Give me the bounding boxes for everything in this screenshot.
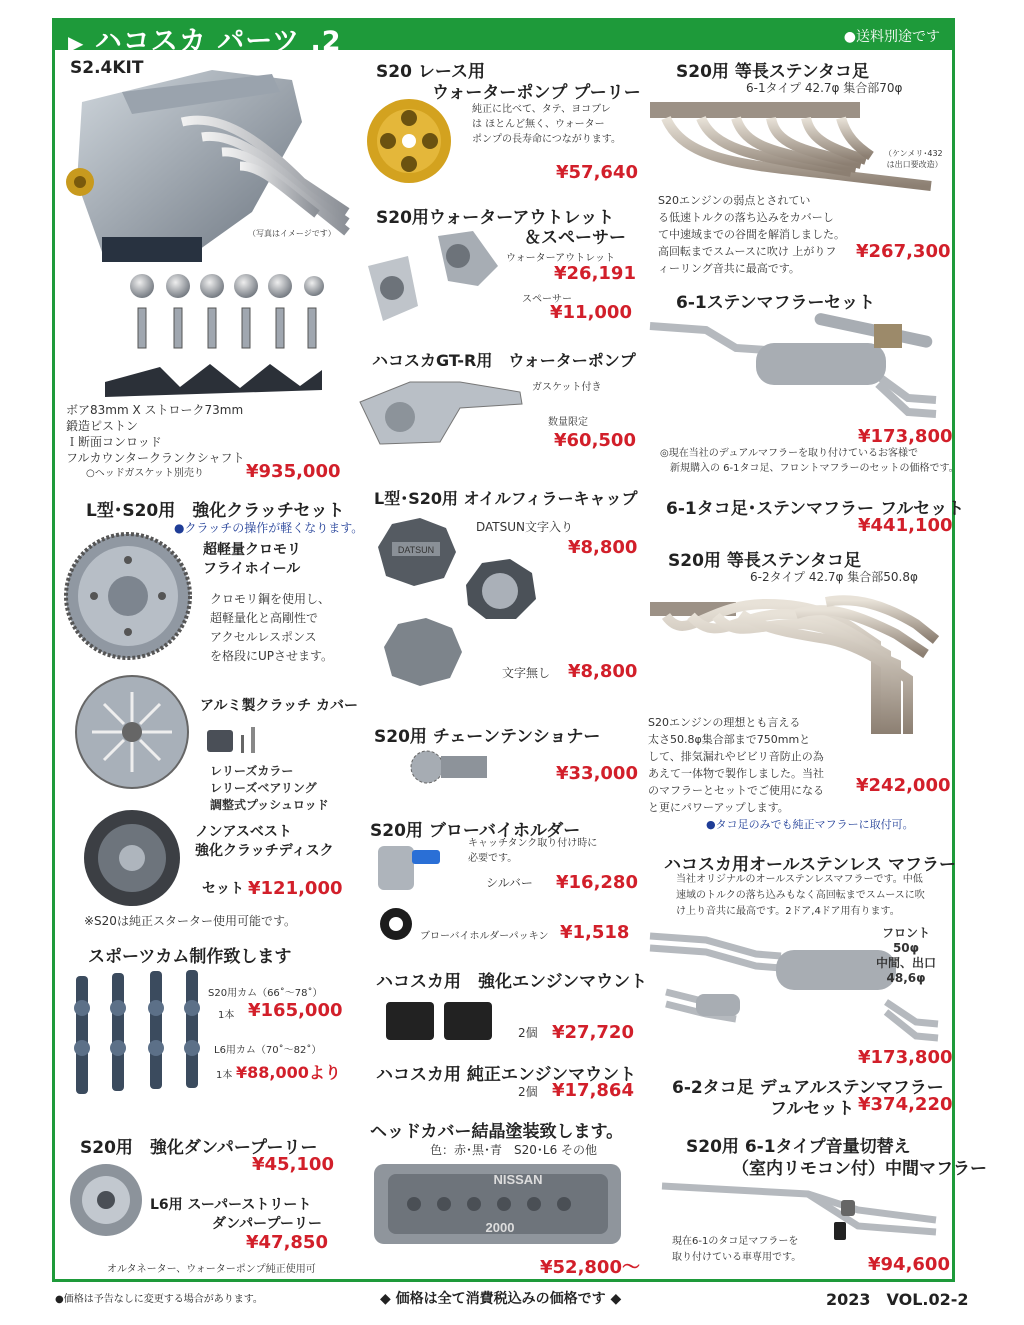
spacer-price: ¥11,000 xyxy=(550,302,632,323)
mount-title: ハコスカ用 強化エンジンマウント xyxy=(376,972,648,992)
muffler61-note xyxy=(660,446,959,476)
dim-line: フロント xyxy=(882,926,931,940)
note-line: 新規購入の 6-1タコ足、フロントマフラーのセットの価格です。 xyxy=(670,463,959,474)
desc-line: 太さ50.8φ集合部まで750mmと xyxy=(648,733,811,746)
blowby-holder-photo xyxy=(372,838,452,898)
blowby-title: S20用 ブローバイホルダー xyxy=(370,821,581,841)
blowby-packing-price: ¥1,518 xyxy=(560,922,630,943)
volume-desc xyxy=(672,1234,801,1266)
volume-title: S20用 6-1タイプ音量切替え xyxy=(686,1137,911,1157)
dualfull-subtitle: フルセット xyxy=(770,1099,855,1119)
part-line: レリーズベアリング xyxy=(210,781,317,795)
headcover-colors: 色：赤･黒･青 S20･L6 その他 xyxy=(430,1143,598,1157)
clutch-price: ¥121,000 xyxy=(248,878,343,899)
headcover-price: ¥52,800～ xyxy=(540,1257,640,1278)
shipping-note: ●送料別途です xyxy=(843,29,940,45)
cam-title: スポーツカム制作致します xyxy=(88,947,292,967)
pulley-title: S20 レース用 xyxy=(376,62,485,82)
mount-price: ¥27,720 xyxy=(552,1022,634,1043)
l6-damper-price: ¥47,850 xyxy=(246,1232,328,1253)
desc-line: 高回転までスムースに吹け 上がりフ xyxy=(658,245,837,258)
l6-cam-price: ¥88,000より xyxy=(236,1063,341,1082)
release-parts xyxy=(210,763,329,814)
outlet-price: ¥26,191 xyxy=(554,263,636,284)
head-cover-model: 2000 xyxy=(485,1220,515,1235)
spec-line: フルカウンタークランクシャフト xyxy=(66,451,245,465)
blowby-silver-price: ¥16,280 xyxy=(556,872,638,893)
engine-photo xyxy=(62,62,354,274)
s20-cam-price: ¥165,000 xyxy=(248,1000,343,1021)
tensioner-price: ¥33,000 xyxy=(556,763,638,784)
damper-title: S20用 強化ダンパープーリー xyxy=(80,1138,318,1158)
desc-line: る低速トルクの落ち込みをカバーし xyxy=(658,211,834,224)
header61-price: ¥267,300 xyxy=(856,241,951,262)
dim-line: 48,6φ xyxy=(886,971,926,985)
note-line: （ケンメリ･432 xyxy=(884,149,943,158)
wpump-gasket: ガスケット付き xyxy=(532,382,602,393)
desc-line: は ほとんど無く、ウォーター xyxy=(472,119,605,130)
muffler61-price: ¥173,800 xyxy=(858,426,953,447)
desc-line: 取り付けている車専用です。 xyxy=(672,1252,802,1263)
desc-line: 現在6-1のタコ足マフラーを xyxy=(672,1236,799,1247)
desc-line: あえて一体物で製作しました。当社 xyxy=(648,767,824,780)
l6-cam-label: L6用カム（70˚～82˚） xyxy=(214,1045,322,1056)
disc-line: 強化クラッチディスク xyxy=(195,843,334,859)
desc-line: キャッチタンク取り付け時に xyxy=(468,838,598,849)
camshafts-photo xyxy=(64,968,214,1098)
l6-cam-unit: 1本 xyxy=(216,1070,233,1081)
cap-underside-photo xyxy=(460,555,540,625)
photo-note: （写真はイメージです） xyxy=(248,229,336,238)
flywheel-title-line: フライホイール xyxy=(203,561,301,577)
header61-note xyxy=(884,148,943,170)
blowby-packing-label: ブローバイホルダーパッキン xyxy=(420,931,549,942)
header61-spec: 6-1タイプ 42.7φ 集合部70φ xyxy=(746,81,903,95)
damper-pulley-photo xyxy=(66,1160,146,1240)
clutch-disc-photo xyxy=(80,806,184,910)
s20-cam-label: S20用カム（66˚～78˚） xyxy=(208,988,323,999)
flywheel-photo xyxy=(62,530,194,662)
pulley-price: ¥57,640 xyxy=(556,162,638,183)
page-title xyxy=(68,19,342,58)
desc-line: け上り音共に最高です。2ドア,4ドア用有ります。 xyxy=(676,906,900,917)
desc-line: 速域のトルクの落ち込みもなく高回転までスムースに吹 xyxy=(676,890,925,901)
clutch-title: L型･S20用 強化クラッチセット xyxy=(86,501,345,521)
allstainless-price: ¥173,800 xyxy=(858,1047,953,1068)
blowby-silver-label: シルバー xyxy=(486,876,533,890)
fullset61-price: ¥441,100 xyxy=(858,515,953,536)
note-line: は出口要改造） xyxy=(886,160,943,169)
datsun-cap-label: DATSUN文字入り xyxy=(476,520,574,534)
header61-desc xyxy=(658,192,845,277)
footer-volume: 2023 VOL.02-2 xyxy=(826,1290,969,1309)
desc-line: と更にパワーアップします。 xyxy=(648,801,789,814)
water-pump-photo xyxy=(350,372,530,452)
desc-line: ポンプの長寿命につながります。 xyxy=(472,134,621,145)
tensioner-photo xyxy=(405,742,495,792)
wpump-title: ハコスカGT-R用 ウォーターポンプ xyxy=(372,351,636,370)
s20-cam-unit: 1本 xyxy=(218,1010,235,1021)
desc-line: して、排気漏れやビビリ音防止の為 xyxy=(648,750,824,763)
dim-line: 中間、出口 xyxy=(876,956,937,970)
header62-price: ¥242,000 xyxy=(856,775,951,796)
outlet-label: ウォーターアウトレット xyxy=(506,253,615,264)
s24kit-price: ¥935,000 xyxy=(246,461,341,482)
dim-line: 50φ xyxy=(892,941,920,955)
pulley-desc xyxy=(472,102,621,147)
disc-line: ノンアスベスト xyxy=(195,824,292,840)
starter-note: ※S20は純正スターター使用可能です。 xyxy=(84,914,296,928)
header62-desc xyxy=(648,714,824,816)
wpump-limited: 数量限定 xyxy=(548,417,588,428)
head-cover-photo xyxy=(370,1160,625,1248)
datsun-cap-photo xyxy=(370,512,460,592)
desc-line: て中速域までの谷間を解消しました。 xyxy=(658,228,845,241)
spec-line: Ｉ断面コンロッド xyxy=(66,435,162,449)
s24kit-specs xyxy=(66,402,245,466)
damper-note: オルタネーター、ウォーターポンプ純正使用可 xyxy=(107,1264,316,1275)
header62-title: S20用 等長ステンタコ足 xyxy=(668,551,861,571)
muffler61-title: 6-1ステンマフラーセット xyxy=(676,293,876,313)
tensioner-title: S20用 チェーンテンショナー xyxy=(374,727,601,747)
desc-line: 必要です。 xyxy=(468,853,518,864)
desc-line: 純正に比べて、タテ、ヨコブレ xyxy=(472,104,611,115)
footer-tax-note: ◆ 価格は全て消費税込みの価格です ◆ xyxy=(380,1291,622,1307)
header62-spec: 6-2タイプ 42.7φ 集合部50.8φ xyxy=(750,570,918,584)
desc-line: S20エンジンの理想とも言える xyxy=(648,716,801,729)
wpump-price: ¥60,500 xyxy=(554,430,636,451)
s24kit-title: S2.4KIT xyxy=(70,58,144,78)
outlet-title: S20用ウォーターアウトレット xyxy=(376,208,615,228)
flywheel-title-line: 超軽量クロモリ xyxy=(203,542,301,558)
cap-title: L型･S20用 オイルフィラーキャップ xyxy=(374,489,638,508)
desc-line: 超軽量化と高剛性で xyxy=(210,611,319,625)
l6-damper-title xyxy=(150,1196,322,1234)
desc-line: 当社オリジナルのオールステンレスマフラーです。中低 xyxy=(676,874,923,885)
clutch-note: ●クラッチの操作が軽くなります。 xyxy=(174,521,364,535)
header62-note: ●タコ足のみでも純正マフラーに取付可。 xyxy=(706,818,914,831)
set-label: セット xyxy=(202,881,244,897)
datsun-cap-price: ¥8,800 xyxy=(568,537,638,558)
stock-mount-title: ハコスカ用 純正エンジンマウント xyxy=(376,1065,637,1085)
allstainless-title: ハコスカ用オールステンレス マフラー xyxy=(664,855,956,875)
part-line: レリーズカラー xyxy=(210,764,294,778)
spec-line: 鍛造ピストン xyxy=(66,419,139,433)
head-cover-brand: NISSAN xyxy=(493,1172,543,1187)
desc-line: を格段にUPさせます。 xyxy=(210,649,334,663)
internals-photo xyxy=(100,272,325,400)
spec-line: ボア83mm X ストローク73mm xyxy=(66,403,244,417)
headcover-title: ヘッドカバー結晶塗装致します。 xyxy=(370,1122,624,1142)
l6-damper-line: ダンパープーリー xyxy=(212,1216,323,1232)
clutch-cover-photo xyxy=(72,672,192,792)
water-pump-pulley-photo xyxy=(364,96,454,186)
dualfull-price: ¥374,220 xyxy=(858,1094,953,1115)
desc-line: クロモリ鋼を使用し、 xyxy=(210,592,331,606)
volume-price: ¥94,600 xyxy=(868,1254,950,1275)
clutch-cover-label: アルミ製クラッチ カバー xyxy=(200,698,359,714)
volume-subtitle: （室内リモコン付）中間マフラー xyxy=(732,1159,987,1179)
page-title-text: ハコスカ パーツ .2 xyxy=(94,26,342,57)
note-line: ◎現在当社のデュアルマフラーを取り付けているお客様で xyxy=(660,448,919,459)
gasket-note: ○ヘッドガスケット別売り xyxy=(86,468,204,479)
header61-title: S20用 等長ステンタコ足 xyxy=(676,62,869,82)
desc-line: アクセルレスポンス xyxy=(210,630,317,644)
pulley-subtitle: ウォーターポンプ プーリー xyxy=(432,83,641,103)
stock-mount-price: ¥17,864 xyxy=(552,1080,634,1101)
desc-line: のマフラーとセットでご使用になる xyxy=(648,784,824,797)
plain-cap-price: ¥8,800 xyxy=(568,661,638,682)
switchable-muffler-photo xyxy=(658,1170,940,1240)
release-parts-photo xyxy=(205,725,265,755)
muffler-6-1-photo xyxy=(646,308,941,426)
dualfull-title: 6-2タコ足 デュアルステンマフラー xyxy=(672,1078,944,1098)
clutch-disc-label xyxy=(195,823,334,861)
mount-qty: 2個 xyxy=(518,1026,538,1040)
stock-mount-qty: 2個 xyxy=(518,1085,538,1099)
l6-damper-line: L6用 スーパーストリート xyxy=(150,1197,312,1213)
blowby-packing-photo xyxy=(378,906,414,942)
fullset61-title: 6-1タコ足･ステンマフラー フルセット xyxy=(666,499,965,519)
spacer-label: スペーサー xyxy=(522,294,572,305)
damper-price: ¥45,100 xyxy=(252,1154,334,1175)
desc-line: ィーリング音共に最高です。 xyxy=(658,262,800,275)
plain-cap-label: 文字無し xyxy=(502,666,551,680)
blowby-desc xyxy=(468,836,597,866)
part-line: 調整式プッシュロッド xyxy=(210,798,329,812)
flywheel-desc xyxy=(210,590,333,666)
outlet-subtitle: ＆スペーサー xyxy=(524,228,626,248)
desc-line: S20エンジンの弱点とされてい xyxy=(658,194,811,207)
allstainless-dims xyxy=(876,926,936,986)
outlet-spacer-photo xyxy=(358,226,508,341)
footer-price-note: ●価格は予告なしに変更する場合があります。 xyxy=(55,1294,263,1305)
engine-mount-photo xyxy=(380,994,500,1046)
flywheel-title xyxy=(203,541,301,579)
datsun-cap-logo: DATSUN xyxy=(397,545,435,555)
plain-cap-photo xyxy=(376,612,466,692)
allstainless-desc xyxy=(676,872,925,920)
title-arrow-icon: ▶ xyxy=(68,31,85,55)
